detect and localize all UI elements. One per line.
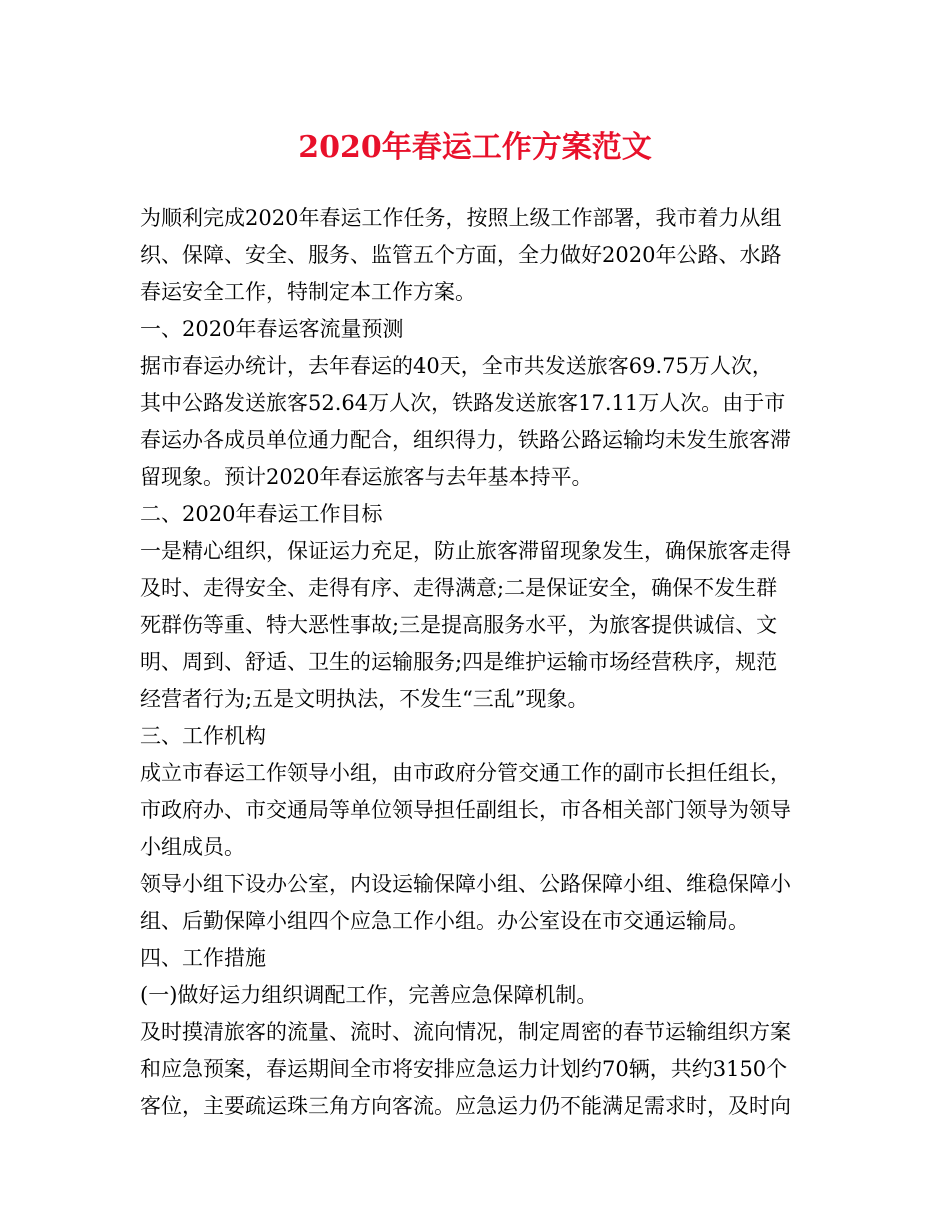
text-line: 据市春运办统计，去年春运的40天，全市共发送旅客69.75万人次， (140, 354, 773, 378)
text-line: 领导小组下设办公室，内设运输保障小组、公路保障小组、维稳保障小 (140, 872, 791, 896)
text-line: 留现象。预计2020年春运旅客与去年基本持平。 (140, 465, 593, 489)
section-heading: 三、工作机构 (140, 724, 266, 748)
text-line: 其中公路发送旅客52.64万人次，铁路发送旅客17.11万人次。由于市 (140, 391, 786, 415)
text-line: 死群伤等重、特大恶性事故;三是提高服务水平，为旅客提供诚信、文 (140, 613, 778, 637)
text-line: 市政府办、市交通局等单位领导担任副组长，市各相关部门领导为领导 (140, 798, 791, 822)
text-line: 春运安全工作，特制定本工作方案。 (140, 280, 476, 304)
document-body (140, 200, 815, 1125)
section-heading: 一、2020年春运客流量预测 (140, 317, 404, 341)
text-line: 明、周到、舒适、卫生的运输服务;四是维护运输市场经营秩序，规范 (140, 650, 778, 674)
text-line: 经营者行为;五是文明执法，不发生“三乱”现象。 (140, 687, 589, 711)
text-line: 一是精心组织，保证运力充足，防止旅客滞留现象发生，确保旅客走得 (140, 539, 791, 563)
text-line: 成立市春运工作领导小组，由市政府分管交通工作的副市长担任组长， (140, 761, 791, 785)
text-line: 织、保障、安全、服务、监管五个方面，全力做好2020年公路、水路 (140, 243, 782, 267)
section-heading: 二、2020年春运工作目标 (140, 502, 383, 526)
text-line: 及时、走得安全、走得有序、走得满意;二是保证安全，确保不发生群 (140, 576, 778, 600)
text-line: 组、后勤保障小组四个应急工作小组。办公室设在市交通运输局。 (140, 909, 749, 933)
section-heading: 四、工作措施 (140, 946, 266, 970)
text-line: 小组成员。 (140, 835, 245, 859)
document-title: 2020年春运工作方案范文 (298, 130, 652, 165)
text-line: 春运办各成员单位通力配合，组织得力，铁路公路运输均未发生旅客滞 (140, 428, 791, 452)
text-line: 及时摸清旅客的流量、流时、流向情况，制定周密的春节运输组织方案 (140, 1020, 791, 1044)
text-line: 和应急预案，春运期间全市将安排应急运力计划约70辆，共约3150个 (140, 1057, 788, 1081)
text-line: 客位，主要疏运珠三角方向客流。应急运力仍不能满足需求时，及时向 (140, 1094, 791, 1118)
subsection-heading: (一)做好运力组织调配工作，完善应急保障机制。 (140, 983, 598, 1007)
text-line: 为顺利完成2020年春运工作任务，按照上级工作部署，我市着力从组 (140, 206, 782, 230)
